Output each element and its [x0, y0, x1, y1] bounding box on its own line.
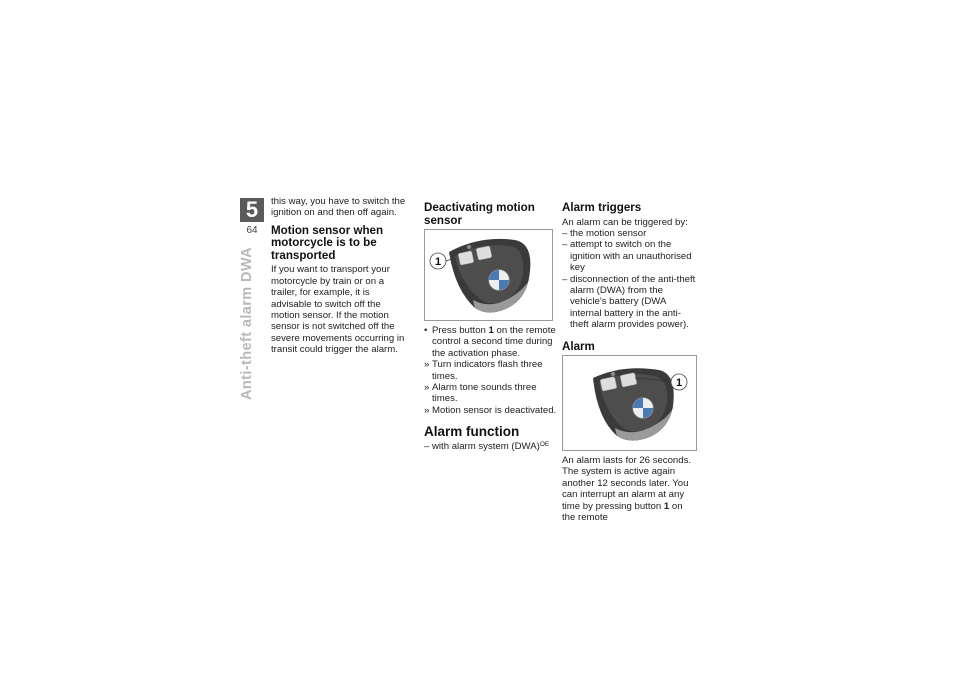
list-item: – the motion sensor [562, 227, 647, 239]
section-heading-alarm-triggers: Alarm triggers [562, 201, 642, 214]
page-number: 64 [246, 225, 258, 236]
alarm-body: An alarm lasts for 26 seconds. The system is active again another 12 seconds later. You can interrupt an alarm at any time by pressing button 1 on the remote [562, 455, 692, 524]
bmw-remote-key-icon [425, 230, 552, 320]
list-item: » Turn indicators flash three times. [424, 359, 543, 382]
section-heading-alarm-function: Alarm function [424, 424, 520, 440]
chapter-title: Anti-theft alarm DWA [239, 247, 255, 400]
option-list [424, 441, 560, 452]
figure-callout-1: 1 [675, 377, 683, 390]
list-item: » Motion sensor is deactivated. [424, 404, 557, 416]
figure-callout-1: 1 [434, 256, 442, 268]
list-item: » Alarm tone sounds three times. [424, 382, 537, 405]
column-1 [271, 196, 407, 356]
list-item: – with alarm system (DWA)$^{OE}$ [424, 441, 550, 453]
deactivate-steps [424, 325, 560, 416]
triggers-intro: An alarm can be triggered by: [562, 216, 688, 228]
column-3 [562, 196, 698, 524]
transport-body: If you want to transport your motorcycle by train or on a trailer, for example, it is advisable to switch off the motion sensor. If the motion sensor is not switched off the severe movements occurring in transit could trigger the alarm. [271, 264, 405, 356]
list-item: • Press button 1 on the remote control a second time during the activation phase. [424, 325, 556, 359]
remote-figure-2 [562, 355, 697, 451]
section-heading-transport: Motion sensor when motorcycle is to be transported [271, 223, 384, 262]
section-heading-deactivate: Deactivating motion sensor [424, 201, 535, 227]
section-heading-alarm: Alarm [562, 339, 595, 353]
intro-text: this way, you have to switch the ignition on and then off again. [271, 196, 406, 219]
list-item: – disconnection of the anti-theft alarm (DWA) from the vehicle's battery (DWA internal battery in the anti-theft alarm provides power). [562, 273, 696, 331]
remote-figure-1 [424, 229, 553, 321]
column-2 [424, 196, 560, 453]
bmw-remote-key-icon [563, 356, 696, 450]
triggers-list [562, 228, 698, 331]
chapter-number: 5 [240, 198, 264, 222]
list-item: – attempt to switch on the ignition with an unauthorised key [562, 239, 692, 274]
